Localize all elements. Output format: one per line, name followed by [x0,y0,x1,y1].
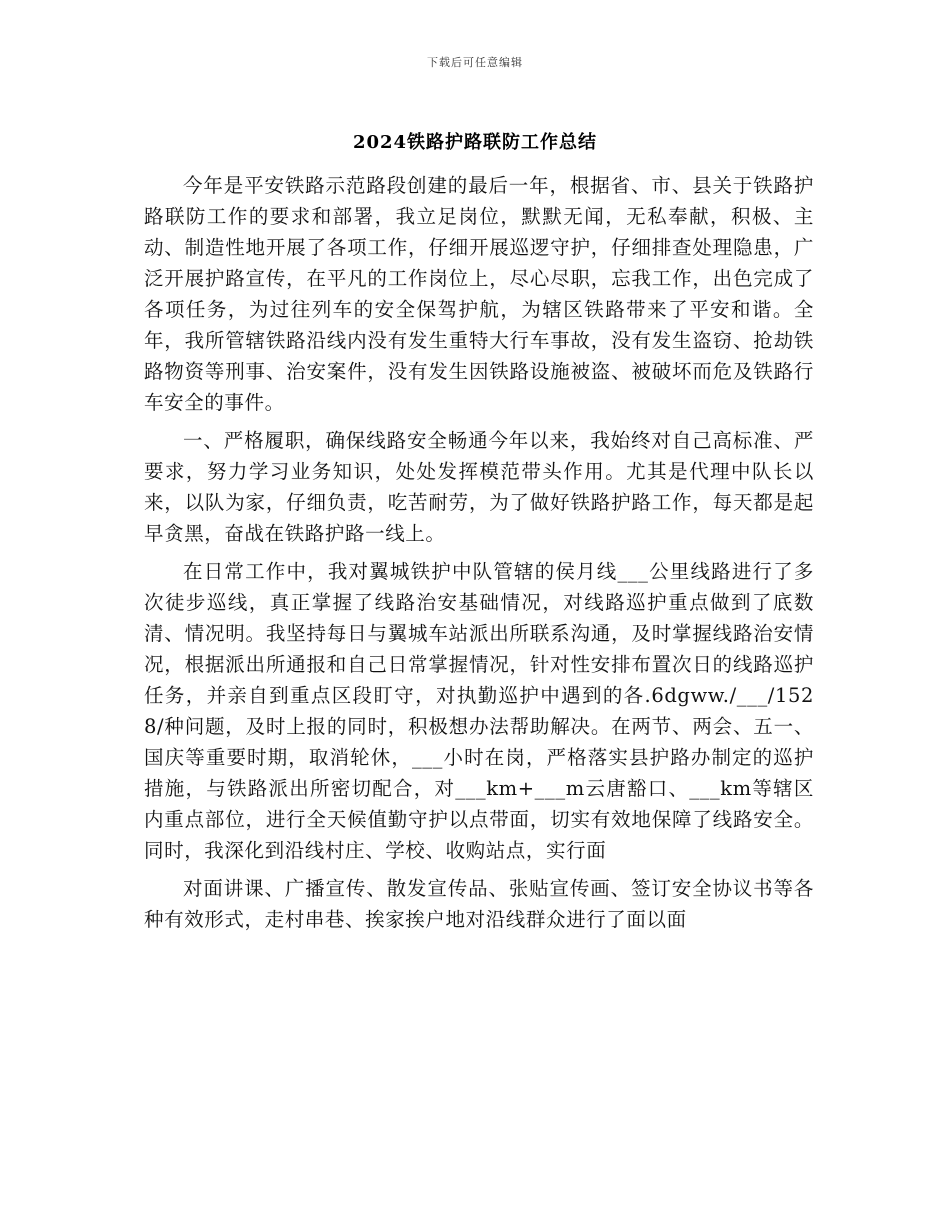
page-header-note: 下载后可任意编辑 [427,56,523,69]
document-title: 2024铁路护路联防工作总结 [352,132,598,153]
paragraph-section-one: 一、严格履职，确保线路安全畅通今年以来，我始终对自己高标准、严要求，努力学习业务知识，处处发挥模范带头作用。尤其是代理中队长以来，以队为家，仔细负责，吃苦耐劳，为了做好铁路护路工作，每天都是起早贪黑，奋战在铁路护路一线上。 [144,429,814,545]
paragraph-daily-work: 在日常工作中，我对翼城铁护中队管辖的侯月线___公里线路进行了多次徒步巡线，真正掌握了线路治安基础情况，对线路巡护重点做到了底数清、情况明。我坚持每日与翼城车站派出所联系沟通，及时掌握线路治安情况，根据派出所通报和自己日常掌握情况，针对性安排布置次日的线路巡护任务，并亲自到重点区段盯守，对执勤巡护中遇到的各.6dgww./___/1528/种问题，及时上报的同时，积极想办法帮助解决。在两节、两会、五一、国庆等重要时期，取消轮休，___小时在岗，严格落实县护路办制定的巡护措施，与铁路派出所密切配合，对___km+___m云唐豁口、___km等辖区内重点部位，进行全天候值勤守护以点带面，切实有效地保障了线路安全。同时，我深化到沿线村庄、学校、收购站点，实行面 [144,560,814,862]
paragraph-publicity: 对面讲课、广播宣传、散发宣传品、张贴宣传画、签订安全协议书等各种有效形式，走村串巷、挨家挨户地对沿线群众进行了面以面 [144,877,814,931]
paragraph-intro: 今年是平安铁路示范路段创建的最后一年，根据省、市、县关于铁路护路联防工作的要求和部署，我立足岗位，默默无闻，无私奉献，积极、主动、制造性地开展了各项工作，仔细开展巡逻守护，仔细排查处理隐患，广泛开展护路宣传，在平凡的工作岗位上，尽心尽职，忘我工作，出色完成了各项任务，为过往列车的安全保驾护航，为辖区铁路带来了平安和谐。全年，我所管辖铁路沿线内没有发生重特大行车事故，没有发生盗窃、抢劫铁路物资等刑事、治安案件，没有发生因铁路设施被盗、被破坏而危及铁路行车安全的事件。 [144,174,814,414]
document-body [144,170,814,942]
